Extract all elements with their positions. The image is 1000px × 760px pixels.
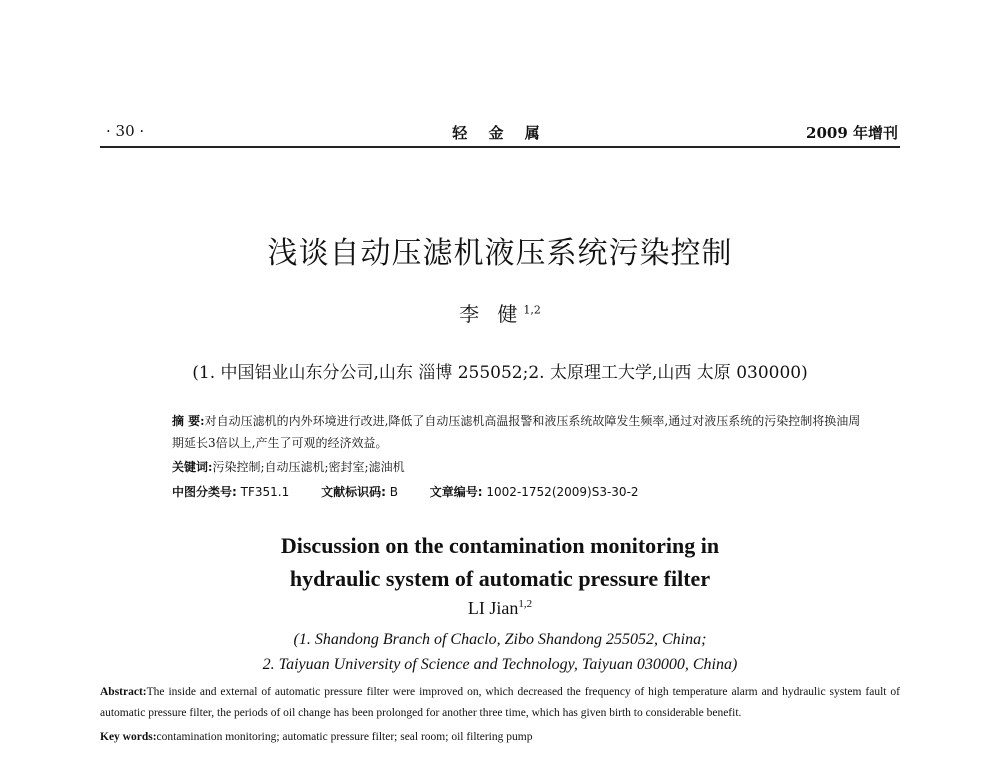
author-cn-name: 李 健 bbox=[459, 302, 524, 326]
author-en-name: LI Jian bbox=[467, 598, 519, 618]
journal-name: 轻 金 属 bbox=[452, 124, 548, 142]
author-cn-sup: 1,2 bbox=[523, 303, 541, 317]
abstract-cn-text: 对自动压滤机的内外环境进行改进,降低了自动压滤机高温报警和液压系统故障发生频率,通过对液压系统的污染控制将换油周期延长3倍以上,产生了可观的经济效益。 bbox=[172, 414, 861, 450]
affiliation-en-line1: (1. Shandong Branch of Chaclo, Zibo Shandong 255052, China; bbox=[293, 631, 707, 648]
affiliation-cn: (1. 中国铝业山东分公司,山东 淄博 255052;2. 太原理工大学,山西 太原 030000) bbox=[192, 363, 808, 383]
doc-code-label: 文献标识码: bbox=[321, 485, 386, 499]
page-number: · 30 · bbox=[106, 122, 145, 140]
clc-value: TF351.1 bbox=[240, 485, 290, 499]
author-en bbox=[0, 598, 1000, 619]
keywords-en-text: contamination monitoring; automatic pressure filter; seal room; oil filtering pump bbox=[156, 731, 533, 743]
article-id-label: 文章编号: bbox=[429, 485, 483, 499]
keywords-en bbox=[100, 727, 900, 748]
abstract-en bbox=[100, 682, 900, 724]
abstract-en-label: Abstract: bbox=[100, 686, 147, 698]
header-rule bbox=[100, 146, 900, 148]
article-id-value: 1002-1752(2009)S3-30-2 bbox=[486, 485, 639, 499]
title-cn: 浅谈自动压滤机液压系统污染控制 bbox=[267, 236, 733, 271]
classification-cn bbox=[172, 481, 872, 503]
title-en-line2: hydraulic system of automatic pressure filter bbox=[289, 566, 711, 591]
affiliation-en-line2: 2. Taiyuan University of Science and Technology, Taiyuan 030000, China) bbox=[262, 656, 738, 673]
title-en-line1: Discussion on the contamination monitoring in bbox=[280, 533, 720, 558]
keywords-en-label: Key words: bbox=[100, 731, 157, 743]
clc-label: 中图分类号: bbox=[172, 485, 237, 499]
keywords-cn bbox=[172, 456, 872, 478]
abstract-cn bbox=[172, 410, 872, 454]
doc-code-value: B bbox=[389, 485, 398, 499]
issue-label: 2009 年增刊 bbox=[806, 124, 898, 142]
author-en-sup: 1,2 bbox=[518, 598, 533, 610]
author-cn bbox=[0, 298, 1000, 327]
abstract-cn-label: 摘 要: bbox=[172, 414, 205, 428]
keywords-cn-text: 污染控制;自动压滤机;密封室;滤油机 bbox=[212, 460, 405, 474]
keywords-cn-label: 关键词: bbox=[172, 460, 213, 474]
abstract-en-text: The inside and external of automatic pressure filter were improved on, which decreased the frequency of high temperature alarm and hydraulic system fault of automatic pressure filter, the periods of oil change has been prolonged for another three time, which has given birth to considerable benefit. bbox=[100, 686, 900, 719]
